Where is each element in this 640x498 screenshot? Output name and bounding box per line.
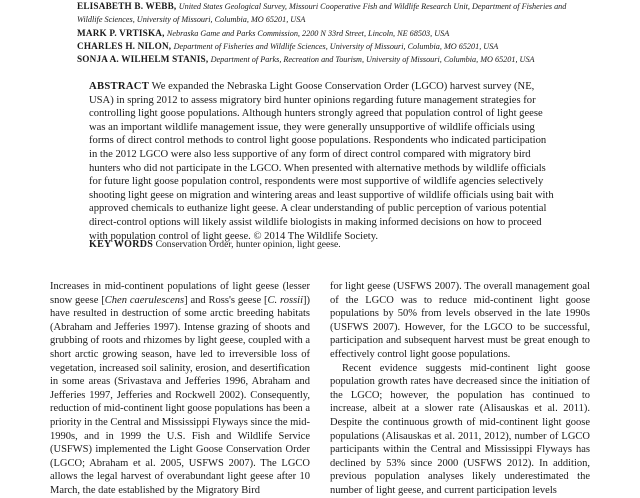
author-entry bbox=[77, 40, 597, 53]
species-name: C. rossii bbox=[267, 294, 304, 306]
body-paragraph: for light geese (USFWS 2007). The overall management goal of the LGCO was to reduce mid-continent light goose populations by 50% from levels observed in the late 1990s (USFWS 2007). However, for the LGCO to be successful, participation and subsequent harvest must be great enough to effectively control light goose populations. bbox=[330, 281, 590, 360]
body-right-column bbox=[330, 280, 590, 498]
author-list bbox=[77, 0, 597, 66]
body-left-column bbox=[50, 280, 310, 498]
author-affiliation: Department of Fisheries and Wildlife Sciences, University of Missouri, Columbia, MO 65201, USA bbox=[173, 41, 499, 51]
abstract-label: ABSTRACT bbox=[89, 81, 150, 92]
author-affiliation: Department of Parks, Recreation and Tourism, University of Missouri, Columbia, MO 65201, USA bbox=[210, 55, 535, 65]
paragraph-text: ] and Ross's geese [ bbox=[184, 294, 268, 306]
abstract bbox=[89, 80, 554, 243]
species-name: Chen caerulescens bbox=[104, 294, 185, 306]
author-name: SONJA A. WILHELM STANIS, bbox=[77, 54, 209, 65]
author-name: MARK P. VRTISKA, bbox=[77, 27, 165, 38]
body-paragraph: Recent evidence suggests mid-continent light goose population growth rates have decreased since the initiation of the LGCO; however, the population has continued to increase, albeit at a slower rate (Alisauskas et al. 2011). Despite the continuous growth of mid-continent light goose populations (Alisauskas et al. 2011, 2012), number of LGCO participants within the Central and Mississippi Flyways has declined by 53% since 2000 (USFWS 2012). In addition, previous population analyses likely underestimated the number of light geese, and current participation levels bbox=[330, 362, 590, 496]
keywords bbox=[89, 238, 554, 251]
body-paragraph bbox=[50, 280, 310, 498]
author-affiliation: Nebraska Game and Parks Commission, 2200 N 33rd Street, Lincoln, NE 68503, USA bbox=[166, 28, 450, 38]
author-entry bbox=[77, 0, 597, 13]
paragraph-text: Increases in mid-continent populations of light geese (lesser snow geese [ bbox=[50, 281, 310, 306]
paragraph-text: ]) have resulted in destruction of some arctic breeding habitats (Abraham and Jefferies 1997). Intense grazing of shoots and grubbing of roots and rhizomes by light geese, coupled with a short arctic growing season, have led to irreversible loss of vegetation, increased soil salinity, erosion, and desertification in some areas (Srivastava and Jefferies 1996, Abraham and Jefferies 1997, Jefferies and Rockwell 2002). Consequently, reduction of mid-continent light goose populations has been a priority in the Central and Mississippi Flyways since the mid-1990s, and in 1999 the U.S. Fish and Wildlife Service (USFWS) implemented the Light Goose Conservation Order (LGCO; Abraham et al. 2005, USFWS 2007). The LGCO allows the legal harvest of overabundant light geese after 10 March, the date established by the Migratory Bird bbox=[50, 294, 311, 496]
abstract-text: We expanded the Nebraska Light Goose Conservation Order (LGCO) harvest survey (NE, USA) in spring 2012 to assess migratory bird hunter opinions regarding future management strategies for controlling light goose populations. Although hunters strongly agreed that population control of light geese was an important wildlife management issue, they were generally unsupportive of wildlife officials using forms of direct control methods to control light goose populations. Respondents who indicated participation in the 2012 LGCO were also less supportive of any form of direct control compared with migratory bird hunters who did not participate in the LGCO. When presented with alternative methods by wildlife officials for future light goose population control, respondents were most supportive of wildlife agencies selectively shooting light geese on migration and wintering areas and least supportive of wildlife officials using bait with approved chemicals to euthanize light geese. A clear understanding of public perception of various potential direct-control options will likely assist wildlife biologists in making informed decisions on how to proceed with population control of light geese. © 2014 The Wildlife Society. bbox=[89, 81, 554, 242]
author-affiliation-continued: Wildlife Sciences, University of Missouri, Columbia, MO 65201, USA bbox=[77, 15, 306, 25]
keywords-text: Conservation Order, hunter opinion, light geese. bbox=[155, 239, 341, 250]
author-entry-continued bbox=[77, 13, 597, 26]
author-entry bbox=[77, 27, 597, 40]
author-name: ELISABETH B. WEBB, bbox=[77, 1, 177, 11]
author-name: CHARLES H. NILON, bbox=[77, 40, 172, 51]
author-affiliation: United States Geological Survey, Missouri Cooperative Fish and Wildlife Research Unit, Department of Fisheries and bbox=[178, 2, 567, 11]
author-entry bbox=[77, 53, 597, 66]
keywords-label: KEY WORDS bbox=[89, 239, 154, 250]
